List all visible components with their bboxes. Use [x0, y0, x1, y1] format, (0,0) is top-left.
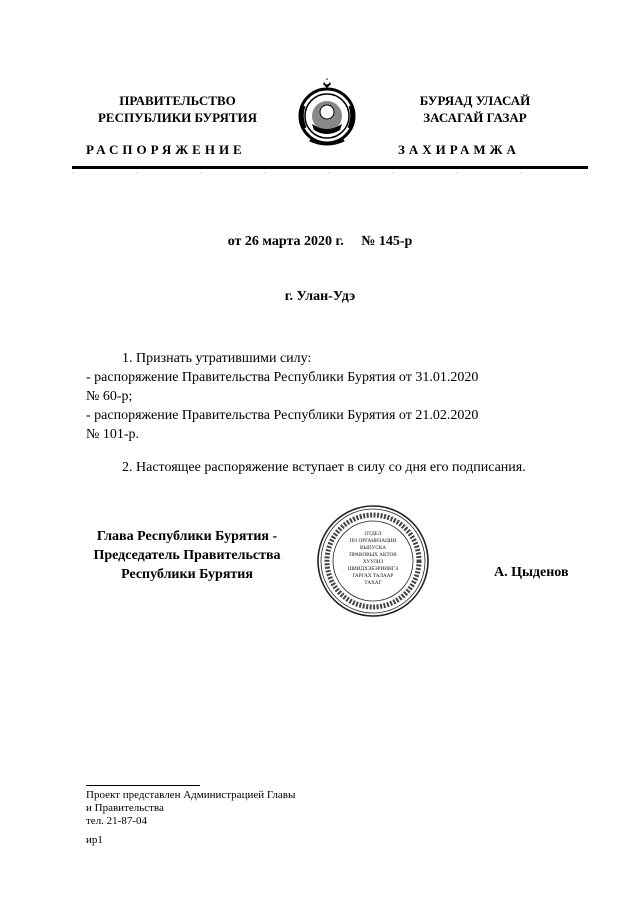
item-1-b-line-1: - распоряжение Правительства Республики Бурятия от 21.02.2020 — [86, 408, 479, 423]
footer-initials: ир1 — [86, 834, 103, 846]
header-left-line-1: ПРАВИТЕЛЬСТВО — [119, 93, 236, 108]
signatory-name: А. Цыденов — [494, 565, 569, 580]
signatory-title-line-1: Глава Республики Бурятия - — [96, 529, 278, 544]
seal-line-3: ВЫПУСКА — [359, 545, 387, 551]
header-right-line-2: ЗАСАГАЙ ГАЗАР — [423, 110, 527, 125]
header-divider — [72, 166, 588, 169]
footer-line-2: и Правительства — [86, 802, 164, 814]
seal-line-8: ТАХАГ — [364, 580, 382, 586]
header-right-line-1: БУРЯАД УЛАСАЙ — [419, 93, 531, 108]
item-1-a-line-1: - распоряжение Правительства Республики Бурятия от 31.01.2020 — [86, 370, 479, 385]
footer-line-3: тел. 21-87-04 — [86, 815, 148, 827]
coat-of-arms-emblem — [296, 76, 358, 150]
seal-line-1: ОТДЕЛ — [364, 531, 382, 537]
signatory-title-line-2: Председатель Правительства — [93, 548, 281, 563]
doc-type-left: РАСПОРЯЖЕНИЕ — [86, 142, 246, 157]
footer-note — [86, 789, 295, 828]
document-number: № 145-р — [361, 234, 413, 249]
item-1-b-line-2: № 101-р. — [86, 427, 140, 442]
document-body — [86, 349, 572, 477]
item-1-title: 1. Признать утратившими силу: — [122, 351, 312, 366]
seal-line-4: ПРАВОВЫХ АКТОВ — [349, 552, 397, 558]
seal-line-6: ШИИДХЭБЭРИИНГЭ — [347, 566, 399, 572]
footer-line-1: Проект представлен Администрацией Главы — [86, 789, 296, 801]
header-dotted-rule — [72, 170, 588, 176]
document-city: г. Улан-Удэ — [284, 289, 356, 304]
header-left — [80, 92, 275, 126]
signatory-title-line-3: Республики Бурятия — [121, 567, 253, 582]
header-right — [385, 92, 565, 126]
official-seal — [316, 504, 430, 618]
document-date-number — [0, 234, 640, 250]
emblem-icon — [296, 76, 358, 150]
seal-line-7: ГАРГАХ ТАЛААР — [352, 573, 394, 579]
seal-stamp-icon — [316, 504, 430, 618]
item-1-a-line-2: № 60-р; — [86, 389, 133, 404]
document-date: от 26 марта 2020 г. — [227, 234, 344, 249]
footer-divider — [86, 785, 200, 786]
doc-type-right: ЗАХИРАМЖА — [398, 142, 520, 157]
item-2: 2. Настоящее распоряжение вступает в силу со дня его подписания. — [122, 460, 526, 475]
seal-line-5: ХУУЛИЗ — [362, 559, 384, 565]
header-left-line-2: РЕСПУБЛИКИ БУРЯТИЯ — [97, 110, 258, 125]
seal-line-2: ПО ОРГАНИЗАЦИИ — [349, 538, 397, 544]
signatory-title — [72, 527, 302, 584]
